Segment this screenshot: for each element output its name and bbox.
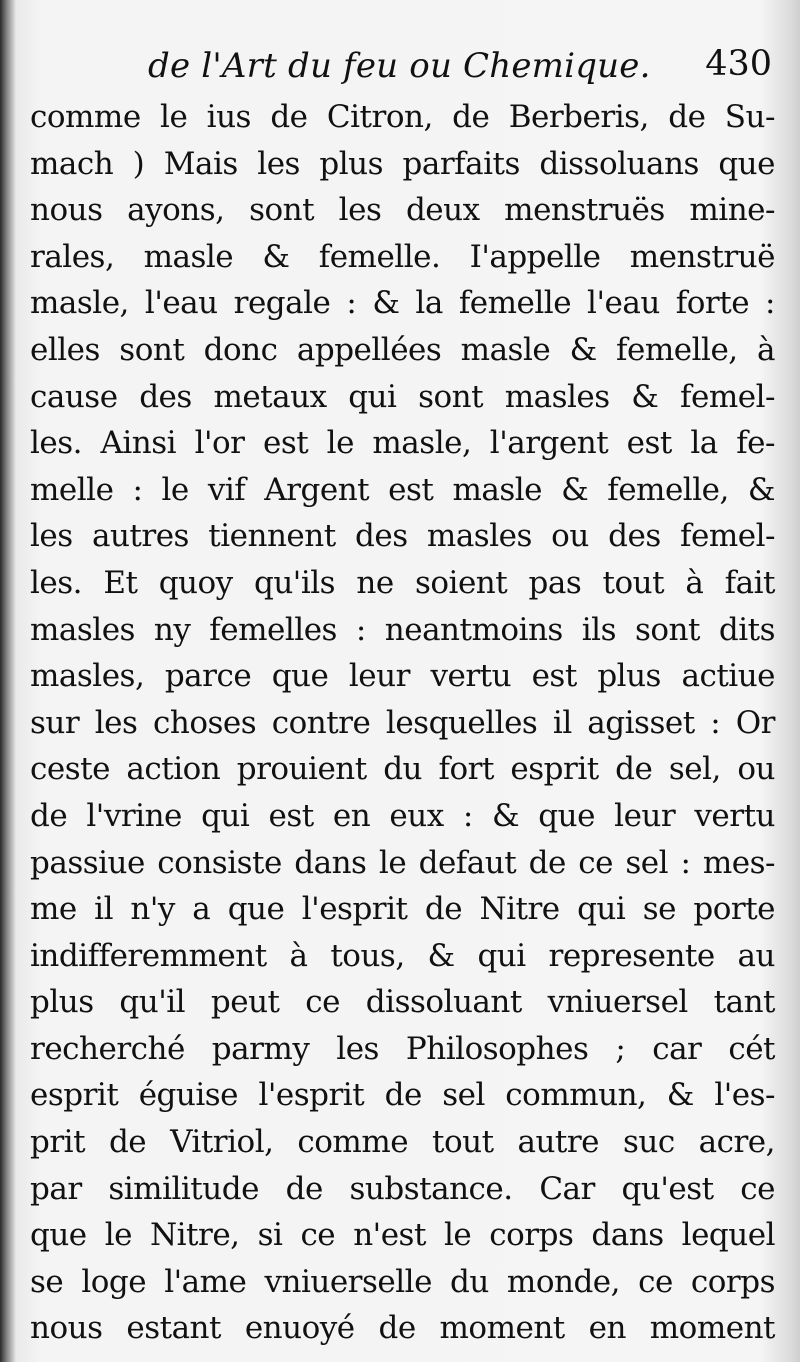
text-line: de l'vrine qui est en eux : & que leur vertu xyxy=(30,797,775,834)
text-line: cause des metaux qui sont masles & femel- xyxy=(30,378,775,415)
text-line: nous ayons, sont les deux menstruës mine- xyxy=(30,192,775,229)
text-line: comme le ius de Citron, de Berberis, de Su- xyxy=(30,99,775,135)
text-line: indifferemment à tous, & qui represente au xyxy=(30,937,775,974)
text-line: prit de Vitriol, comme tout autre suc acre, xyxy=(30,1124,775,1161)
text-line: les autres tiennent des masles ou des femel- xyxy=(30,518,775,555)
text-line: les. Et quoy qu'ils ne soient pas tout à fait xyxy=(30,564,775,601)
text-line: par similitude de substance. Car qu'est ce xyxy=(30,1170,775,1207)
text-line: masles ny femelles : neantmoins ils sont dits xyxy=(30,611,775,648)
text-line: recherché parmy les Philosophes ; car cét xyxy=(30,1030,775,1067)
text-line: plus qu'il peut ce dissoluant vniuersel tant xyxy=(30,984,775,1021)
text-line: elles sont donc appellées masle & femelle, à xyxy=(30,331,775,368)
page-header xyxy=(0,38,800,94)
text-line: nous estant enuoyé de moment en moment xyxy=(30,1310,775,1347)
text-line: se loge l'ame vniuerselle du monde, ce corps xyxy=(30,1263,775,1300)
text-line: me il n'y a que l'esprit de Nitre qui se porte xyxy=(30,891,775,928)
text-line: mach ) Mais les plus parfaits dissoluans que xyxy=(30,145,775,182)
text-line: passiue consiste dans le defaut de ce sel : mes- xyxy=(30,844,775,881)
text-line: rales, masle & femelle. I'appelle menstruë xyxy=(30,238,775,275)
page-number: 430 xyxy=(705,44,772,84)
text-line: ceste action prouient du fort esprit de sel, ou xyxy=(30,751,775,788)
running-title: de l'Art du feu ou Chemique. xyxy=(148,46,651,86)
text-line: que le Nitre, si ce n'est le corps dans lequel xyxy=(30,1217,775,1254)
text-line: masles, parce que leur vertu est plus actiue xyxy=(30,658,775,695)
text-line: melle : le vif Argent est masle & femelle, & xyxy=(30,471,775,508)
text-line: sur les choses contre lesquelles il agisset : Or xyxy=(30,704,775,741)
body-text xyxy=(30,94,775,1352)
text-line: masle, l'eau regale : & la femelle l'eau forte : xyxy=(30,285,775,322)
text-line: les. Ainsi l'or est le masle, l'argent est la fe- xyxy=(30,425,775,462)
text-line: esprit éguise l'esprit de sel commun, & l'es- xyxy=(30,1077,775,1114)
